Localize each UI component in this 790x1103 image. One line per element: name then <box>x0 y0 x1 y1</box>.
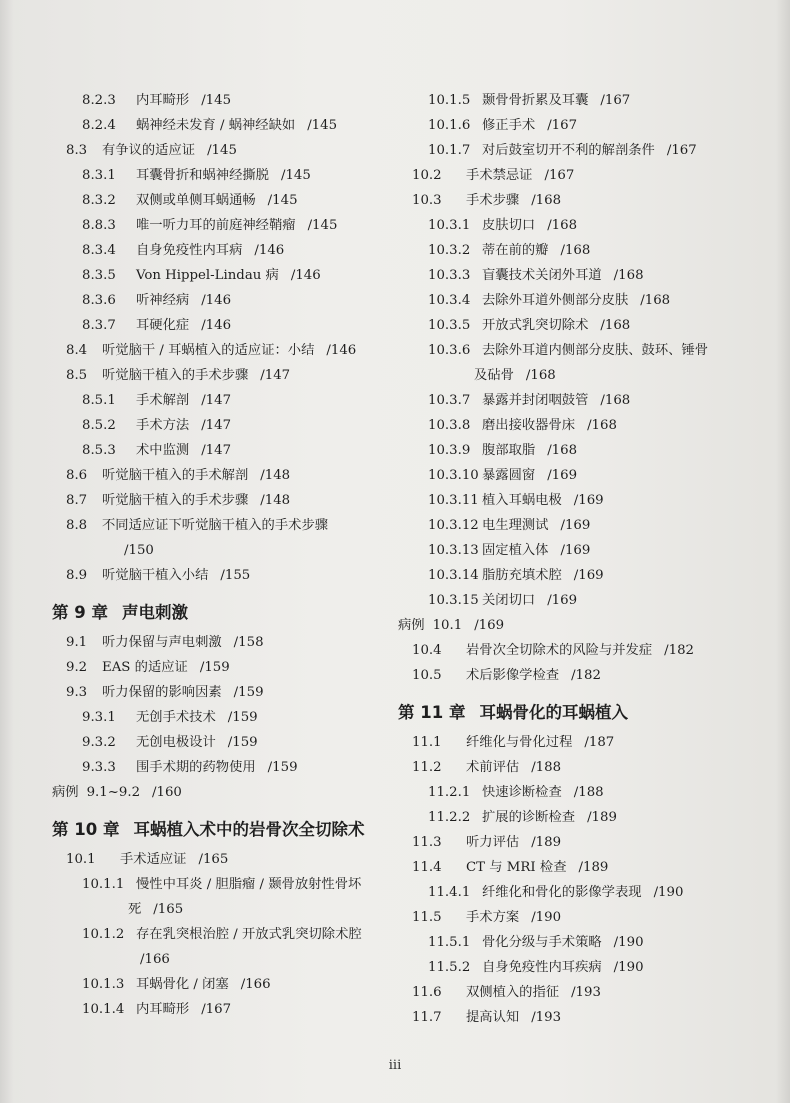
entry-number: 10.3.12 <box>428 518 479 533</box>
entry-number: 8.2.3 <box>82 93 116 108</box>
toc-entry <box>398 463 758 488</box>
entry-number: 10.3.10 <box>428 468 479 483</box>
entry-title: 内耳畸形 <box>136 93 190 108</box>
toc-entry <box>52 263 394 288</box>
toc-entry <box>52 513 394 563</box>
entry-title: 无创手术技术 <box>136 710 216 725</box>
entry-page: /147 <box>201 443 232 458</box>
chapter-number: 第 11 章 <box>398 703 466 722</box>
entry-title: 修正手术 <box>482 118 536 133</box>
entry-page: /182 <box>571 668 601 683</box>
toc-entry <box>398 980 758 1005</box>
entry-title: 暴露并封闭咽鼓管 <box>482 393 589 408</box>
entry-page: /146 <box>290 268 321 283</box>
entry-title: 听力保留与声电刺激 <box>102 635 222 650</box>
toc-entry <box>398 780 758 805</box>
entry-title: 蜗神经未发育 / 蜗神经缺如 <box>136 118 296 133</box>
entry-page: /168 <box>547 443 578 458</box>
entry-title: 快速诊断检查 <box>482 785 562 800</box>
entry-number: 8.3.1 <box>82 168 116 183</box>
entry-title: 手术步骤 <box>466 193 520 208</box>
toc-left-column <box>52 88 394 1022</box>
entry-number: 10.3.1 <box>428 218 471 233</box>
entry-page: /159 <box>233 685 264 700</box>
entry-continuation <box>82 897 394 922</box>
entry-title: 耳囊骨折和蜗神经撕脱 <box>136 168 269 183</box>
entry-title: 听觉脑干植入的手术步骤 <box>102 493 249 508</box>
entry-page: /167 <box>201 1002 232 1017</box>
entry-continuation <box>82 947 394 972</box>
toc-entry <box>398 855 758 880</box>
entry-title: 听力保留的影响因素 <box>102 685 222 700</box>
entry-title: 听神经病 <box>136 293 190 308</box>
entry-number: 8.5.2 <box>82 418 116 433</box>
entry-number: 8.7 <box>66 493 88 508</box>
entry-number: 10.1.5 <box>428 93 471 108</box>
toc-entry <box>398 113 758 138</box>
entry-number: 8.2.4 <box>82 118 116 133</box>
chapter-heading <box>52 815 394 845</box>
entry-page: /147 <box>201 418 232 433</box>
entry-page: /193 <box>531 1010 562 1025</box>
entry-page: /167 <box>666 143 697 158</box>
toc-entry <box>52 338 394 363</box>
entry-page: /168 <box>600 318 631 333</box>
toc-entry <box>398 955 758 980</box>
entry-page: /168 <box>525 368 556 383</box>
entry-title: 对后鼓室切开不利的解剖条件 <box>482 143 655 158</box>
case-range: 9.1~9.2 <box>86 785 141 800</box>
entry-title: 自身免疫性内耳病 <box>136 243 243 258</box>
entry-number: 10.3.3 <box>428 268 471 283</box>
entry-page: /169 <box>560 518 591 533</box>
entry-title-cont: 及砧骨 <box>474 368 514 383</box>
entry-number: 10.5 <box>412 668 442 683</box>
case-label: 病例 <box>398 618 425 633</box>
case-label: 病例 <box>52 785 79 800</box>
entry-page: /148 <box>260 493 291 508</box>
entry-title: 关闭切口 <box>482 593 536 608</box>
entry-page: /168 <box>613 268 644 283</box>
entry-title: 听觉脑干 / 耳蜗植入的适应证：小结 <box>102 343 315 358</box>
entry-page: /159 <box>267 760 298 775</box>
entry-title: 双侧植入的指征 <box>466 985 560 1000</box>
entry-number: 8.3.2 <box>82 193 116 208</box>
entry-title: 唯一听力耳的前庭神经鞘瘤 <box>136 218 296 233</box>
entry-page: /167 <box>544 168 575 183</box>
entry-page: /146 <box>201 293 232 308</box>
toc-entry <box>398 438 758 463</box>
entry-page: /169 <box>560 543 591 558</box>
entry-title: CT 与 MRI 检查 <box>466 860 567 875</box>
entry-number: 10.3.6 <box>428 343 471 358</box>
entry-title: 听觉脑干植入的手术步骤 <box>102 368 249 383</box>
toc-entry <box>52 213 394 238</box>
toc-entry <box>398 880 758 905</box>
entry-number: 8.5.3 <box>82 443 116 458</box>
case-entry <box>52 780 394 805</box>
toc-entry <box>398 413 758 438</box>
toc-entry <box>398 288 758 313</box>
entry-title: 慢性中耳炎 / 胆脂瘤 / 颞骨放射性骨坏 <box>136 877 362 892</box>
page-edge-shadow-right <box>776 0 790 1103</box>
entry-number: 11.1 <box>412 735 442 750</box>
entry-page: /190 <box>613 960 644 975</box>
toc-entry <box>398 730 758 755</box>
entry-number: 8.8.3 <box>82 218 116 233</box>
chapter-number: 第 9 章 <box>52 603 108 622</box>
entry-page: /189 <box>587 810 617 825</box>
entry-title: 扩展的诊断检查 <box>482 810 576 825</box>
toc-entry <box>398 930 758 955</box>
toc-entry <box>52 997 394 1022</box>
entry-page: /146 <box>254 243 285 258</box>
toc-entry <box>52 680 394 705</box>
entry-number: 10.1.1 <box>82 877 125 892</box>
toc-entry <box>398 263 758 288</box>
entry-title: 手术方法 <box>136 418 190 433</box>
case-entry <box>398 613 758 638</box>
entry-title: 手术禁忌证 <box>466 168 533 183</box>
entry-title: 岩骨次全切除术的风险与并发症 <box>466 643 653 658</box>
entry-title: 术中监测 <box>136 443 190 458</box>
entry-page: /169 <box>474 618 505 633</box>
entry-number: 10.4 <box>412 643 442 658</box>
toc-entry <box>52 655 394 680</box>
entry-number: 10.3.7 <box>428 393 471 408</box>
entry-number: 8.4 <box>66 343 88 358</box>
entry-number: 11.2 <box>412 760 442 775</box>
toc-entry <box>52 313 394 338</box>
toc-right-column <box>398 88 758 1030</box>
entry-page: /155 <box>220 568 251 583</box>
entry-title: 存在乳突根治腔 / 开放式乳突切除术腔 <box>136 927 362 942</box>
entry-number: 10.3 <box>412 193 442 208</box>
entry-page: /159 <box>227 710 258 725</box>
entry-number: 10.1 <box>66 852 96 867</box>
entry-number: 11.4 <box>412 860 442 875</box>
entry-number: 10.3.13 <box>428 543 479 558</box>
toc-entry <box>398 313 758 338</box>
entry-title: 提高认知 <box>466 1010 520 1025</box>
toc-entry <box>398 805 758 830</box>
entry-title: 蒂在前的瓣 <box>482 243 549 258</box>
entry-title: 皮肤切口 <box>482 218 536 233</box>
toc-entry <box>398 638 758 663</box>
entry-number: 8.3.4 <box>82 243 116 258</box>
toc-entry <box>52 88 394 113</box>
entry-title: 自身免疫性内耳疾病 <box>482 960 602 975</box>
entry-title: Von Hippel-Lindau 病 <box>136 268 279 283</box>
entry-title: 纤维化与骨化过程 <box>466 735 573 750</box>
entry-title: 植入耳蜗电极 <box>482 493 562 508</box>
entry-page: /188 <box>573 785 604 800</box>
toc-entry <box>398 538 758 563</box>
entry-page: /189 <box>531 835 562 850</box>
toc-entry <box>52 847 394 872</box>
toc-entry <box>52 563 394 588</box>
entry-page: /168 <box>547 218 578 233</box>
entry-number: 8.3.6 <box>82 293 116 308</box>
toc-entry <box>398 755 758 780</box>
entry-page: /145 <box>267 193 298 208</box>
entry-number: 11.7 <box>412 1010 442 1025</box>
entry-number: 10.3.4 <box>428 293 471 308</box>
entry-page: /145 <box>207 143 237 158</box>
entry-title: 固定植入体 <box>482 543 549 558</box>
entry-title: 术前评估 <box>466 760 520 775</box>
entry-number: 9.3 <box>66 685 88 700</box>
entry-page: /167 <box>547 118 578 133</box>
toc-entry <box>52 413 394 438</box>
chapter-number: 第 10 章 <box>52 820 120 839</box>
entry-title: 无创电极设计 <box>136 735 216 750</box>
entry-page: /190 <box>613 935 644 950</box>
entry-page: /150 <box>124 543 154 558</box>
entry-page: /169 <box>547 468 578 483</box>
entry-page: /169 <box>547 593 578 608</box>
entry-number: 10.1.4 <box>82 1002 125 1017</box>
entry-page: /160 <box>152 785 182 800</box>
entry-page: /169 <box>573 568 604 583</box>
entry-page: /168 <box>600 393 631 408</box>
entry-number: 8.3 <box>66 143 88 158</box>
case-range: 10.1 <box>432 618 463 633</box>
toc-entry <box>52 188 394 213</box>
entry-number: 8.8 <box>66 518 88 533</box>
entry-number: 8.5 <box>66 368 88 383</box>
entry-page: /190 <box>531 910 562 925</box>
entry-number: 8.5.1 <box>82 393 116 408</box>
page-edge-shadow-left <box>0 0 14 1103</box>
entry-number: 8.3.5 <box>82 268 116 283</box>
entry-title: 开放式乳突切除术 <box>482 318 589 333</box>
toc-entry <box>398 905 758 930</box>
entry-title-cont: 死 <box>128 902 142 917</box>
toc-entry <box>398 488 758 513</box>
toc-entry <box>52 288 394 313</box>
toc-entry <box>398 138 758 163</box>
toc-entry <box>398 1005 758 1030</box>
entry-page: /147 <box>201 393 232 408</box>
entry-number: 8.6 <box>66 468 88 483</box>
toc-entry <box>52 138 394 163</box>
toc-entry <box>52 438 394 463</box>
entry-number: 10.3.11 <box>428 493 479 508</box>
toc-entry <box>52 388 394 413</box>
entry-page: /168 <box>640 293 671 308</box>
entry-title: 听力评估 <box>466 835 520 850</box>
toc-entry <box>398 163 758 188</box>
entry-title: 手术方案 <box>466 910 520 925</box>
entry-number: 11.2.1 <box>428 785 471 800</box>
entry-number: 11.2.2 <box>428 810 471 825</box>
entry-continuation <box>428 363 758 388</box>
entry-title: 去除外耳道内侧部分皮肤、鼓环、锤骨 <box>482 343 709 358</box>
entry-page: /167 <box>600 93 631 108</box>
entry-continuation <box>66 538 394 563</box>
entry-page: /166 <box>140 952 170 967</box>
toc-entry <box>398 213 758 238</box>
toc-entry <box>398 188 758 213</box>
entry-title: 电生理测试 <box>482 518 549 533</box>
toc-entry <box>398 663 758 688</box>
entry-number: 10.3.8 <box>428 418 471 433</box>
entry-number: 11.5.2 <box>428 960 471 975</box>
entry-number: 9.2 <box>66 660 88 675</box>
chapter-heading <box>52 598 394 628</box>
entry-page: /146 <box>326 343 357 358</box>
entry-page: /182 <box>664 643 695 658</box>
entry-title: 盲囊技术关闭外耳道 <box>482 268 602 283</box>
toc-entry <box>398 563 758 588</box>
entry-number: 11.3 <box>412 835 442 850</box>
entry-page: /187 <box>584 735 615 750</box>
entry-number: 10.2 <box>412 168 442 183</box>
entry-page: /188 <box>531 760 562 775</box>
toc-entry <box>52 630 394 655</box>
entry-number: 10.3.5 <box>428 318 471 333</box>
chapter-title: 耳蜗骨化的耳蜗植入 <box>479 703 628 722</box>
entry-number: 9.3.2 <box>82 735 116 750</box>
toc-entry <box>398 513 758 538</box>
entry-title: 术后影像学检查 <box>466 668 560 683</box>
entry-title: 耳硬化症 <box>136 318 190 333</box>
entry-page: /148 <box>260 468 291 483</box>
page-number: iii <box>388 1058 402 1073</box>
entry-number: 11.5 <box>412 910 442 925</box>
toc-entry <box>52 163 394 188</box>
entry-number: 9.3.1 <box>82 710 116 725</box>
entry-title: 脂肪充填术腔 <box>482 568 562 583</box>
entry-number: 10.1.7 <box>428 143 471 158</box>
entry-page: /159 <box>199 660 230 675</box>
entry-number: 10.1.2 <box>82 927 125 942</box>
toc-entry <box>52 363 394 388</box>
entry-title: EAS 的适应证 <box>102 660 188 675</box>
entry-title: 听觉脑干植入的手术解剖 <box>102 468 249 483</box>
entry-title: 内耳畸形 <box>136 1002 190 1017</box>
chapter-heading <box>398 698 758 728</box>
entry-title: 腹部取脂 <box>482 443 536 458</box>
toc-entry <box>398 338 758 388</box>
toc-entry <box>52 872 394 922</box>
entry-number: 9.1 <box>66 635 88 650</box>
entry-number: 10.1.3 <box>82 977 125 992</box>
entry-page: /190 <box>653 885 684 900</box>
entry-number: 10.3.14 <box>428 568 479 583</box>
entry-page: /168 <box>587 418 617 433</box>
toc-entry <box>52 488 394 513</box>
toc-entry <box>398 388 758 413</box>
entry-number: 10.3.9 <box>428 443 471 458</box>
entry-number: 11.5.1 <box>428 935 471 950</box>
entry-title: 听觉脑干植入小结 <box>102 568 209 583</box>
toc-entry <box>52 730 394 755</box>
toc-entry <box>52 113 394 138</box>
entry-number: 8.9 <box>66 568 88 583</box>
entry-page: /146 <box>201 318 232 333</box>
toc-entry <box>398 238 758 263</box>
entry-title: 骨化分级与手术策略 <box>482 935 602 950</box>
entry-title: 磨出接收器骨床 <box>482 418 576 433</box>
entry-title: 耳蜗骨化 / 闭塞 <box>136 977 229 992</box>
entry-number: 9.3.3 <box>82 760 116 775</box>
entry-number: 11.4.1 <box>428 885 471 900</box>
entry-page: /168 <box>560 243 591 258</box>
entry-page: /145 <box>201 93 232 108</box>
toc-entry <box>52 922 394 972</box>
chapter-title: 声电刺激 <box>121 603 188 622</box>
entry-title: 手术解剖 <box>136 393 190 408</box>
entry-title: 双侧或单侧耳蜗通畅 <box>136 193 256 208</box>
toc-entry <box>398 88 758 113</box>
toc-entry <box>52 238 394 263</box>
entry-title: 不同适应证下听觉脑干植入的手术步骤 <box>102 518 329 533</box>
entry-page: /169 <box>573 493 604 508</box>
entry-number: 10.3.2 <box>428 243 471 258</box>
entry-title: 暴露圆窗 <box>482 468 536 483</box>
entry-number: 11.6 <box>412 985 442 1000</box>
entry-title: 围手术期的药物使用 <box>136 760 256 775</box>
entry-page: /159 <box>227 735 258 750</box>
entry-title: 去除外耳道外侧部分皮肤 <box>482 293 629 308</box>
entry-page: /165 <box>153 902 184 917</box>
entry-title: 有争议的适应证 <box>102 143 196 158</box>
entry-page: /166 <box>240 977 271 992</box>
toc-entry <box>398 830 758 855</box>
entry-page: /193 <box>571 985 601 1000</box>
entry-page: /158 <box>233 635 264 650</box>
toc-entry <box>52 755 394 780</box>
toc-entry <box>52 972 394 997</box>
entry-page: /168 <box>531 193 562 208</box>
entry-number: 8.3.7 <box>82 318 116 333</box>
entry-page: /189 <box>578 860 609 875</box>
toc-entry <box>398 588 758 613</box>
chapter-title: 耳蜗植入术中的岩骨次全切除术 <box>133 820 365 839</box>
entry-page: /165 <box>198 852 229 867</box>
entry-title: 手术适应证 <box>120 852 187 867</box>
entry-title: 纤维化和骨化的影像学表现 <box>482 885 642 900</box>
entry-page: /147 <box>260 368 291 383</box>
entry-number: 10.3.15 <box>428 593 479 608</box>
entry-page: /145 <box>307 218 338 233</box>
entry-page: /145 <box>307 118 338 133</box>
entry-title: 颞骨骨折累及耳囊 <box>482 93 589 108</box>
toc-entry <box>52 463 394 488</box>
entry-page: /145 <box>280 168 311 183</box>
toc-entry <box>52 705 394 730</box>
entry-number: 10.1.6 <box>428 118 471 133</box>
